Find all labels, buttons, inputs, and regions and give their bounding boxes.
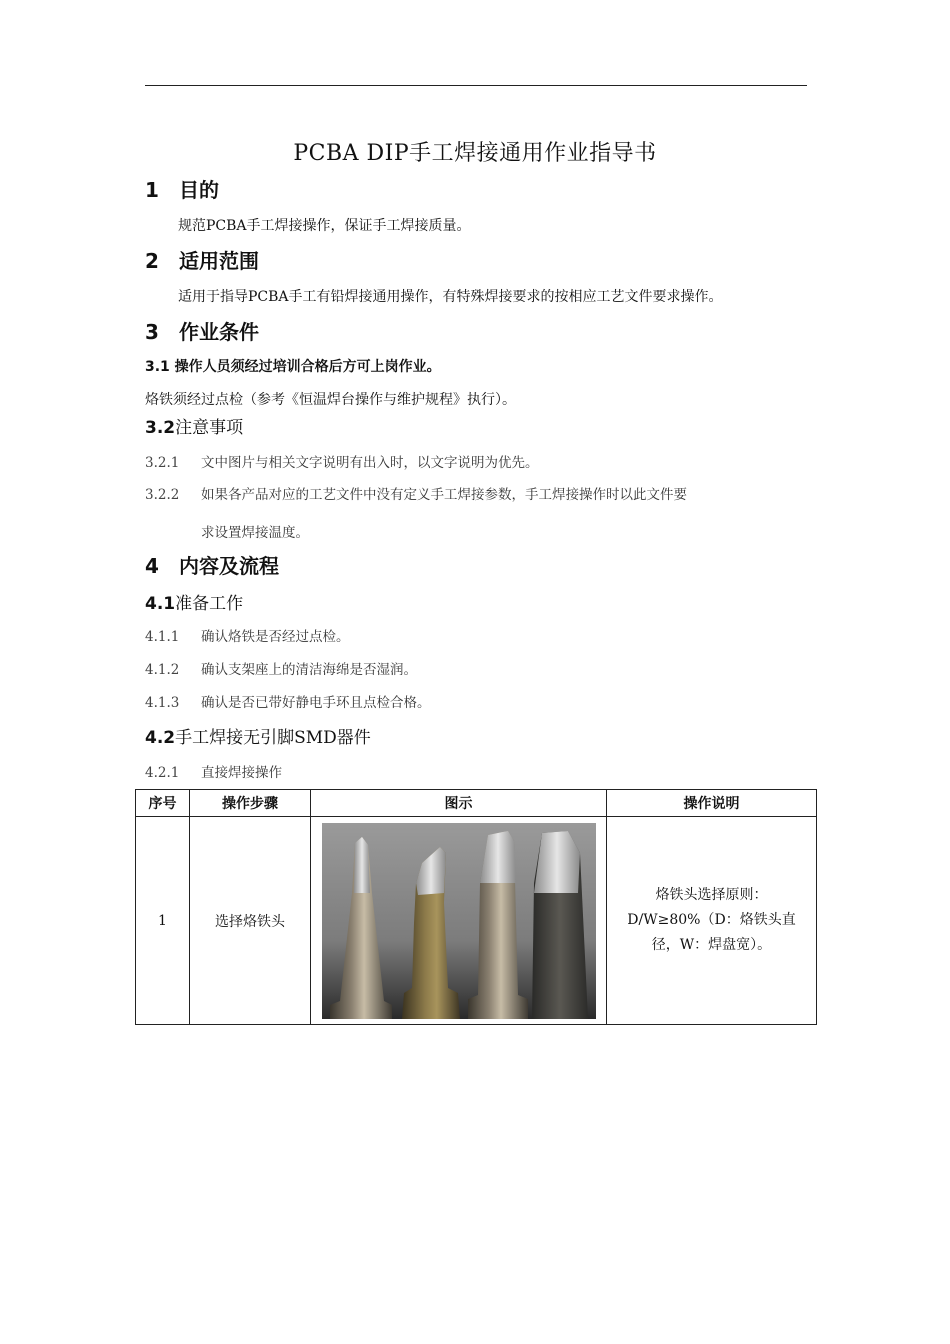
subsection-4-1-number: 4.1: [145, 594, 176, 614]
subsection-3-2: [145, 413, 243, 438]
item-4-1-1-number: 4.1.1: [145, 629, 180, 645]
section-2-body: 适用于指导PCBA手工有铅焊接通用操作，有特殊焊接要求的按相应工艺文件要求操作。: [178, 289, 723, 305]
item-4-1-2-number: 4.1.2: [145, 662, 180, 678]
item-4-1-3: [145, 691, 431, 711]
section-1-body: 规范PCBA手工焊接操作，保证手工焊接质量。: [178, 218, 471, 234]
header-rule: [145, 85, 807, 86]
subsection-4-2: [145, 723, 371, 748]
section-4-number: 4: [145, 554, 159, 578]
item-4-1-1: [145, 625, 350, 645]
row-seq: 1: [136, 817, 190, 1025]
subsection-3-2-number: 3.2: [145, 418, 176, 438]
row-illustration: [311, 817, 607, 1025]
subsection-3-2-title: 注意事项: [175, 418, 244, 438]
section-2-heading: [145, 245, 259, 274]
subsection-4-1: [145, 589, 243, 614]
soldering-iron-tips-photo: [322, 823, 596, 1019]
item-3-2-2-text: 如果各产品对应的工艺文件中没有定义手工焊接参数，手工焊接操作时以此文件要: [201, 487, 687, 503]
subsection-4-2-number: 4.2: [145, 728, 176, 748]
row-description: [607, 817, 817, 1025]
document-title: PCBA DIP手工焊接通用作业指导书: [293, 141, 657, 166]
item-4-1-3-text: 确认是否已带好静电手环且点检合格。: [201, 695, 431, 711]
section-1-title: 目的: [179, 178, 219, 202]
table-header-row: [136, 790, 817, 817]
subsection-4-1-title: 准备工作: [175, 594, 244, 614]
section-4-heading: [145, 550, 279, 579]
description-line-3: 径，W：焊盘宽）。: [651, 937, 772, 953]
section-1-heading: [145, 174, 219, 203]
description-line-2: D/W≥80%（D：烙铁头直: [627, 912, 796, 928]
item-4-1-1-text: 确认烙铁是否经过点检。: [201, 629, 350, 645]
table-row: [136, 817, 817, 1025]
item-4-2-1: [145, 761, 282, 781]
row-step: 选择烙铁头: [190, 817, 311, 1025]
item-4-2-1-number: 4.2.1: [145, 765, 180, 781]
item-3-2-2-continuation: 求设置焊接温度。: [201, 525, 309, 541]
item-3-2-1-text: 文中图片与相关文字说明有出入时，以文字说明为优先。: [201, 455, 539, 471]
section-2-title: 适用范围: [179, 249, 259, 273]
item-4-1-2-text: 确认支架座上的清洁海绵是否湿润。: [201, 662, 417, 678]
operation-table: [135, 789, 817, 1025]
section-4-title: 内容及流程: [179, 554, 279, 578]
item-3-2-2: [145, 483, 687, 503]
header-step: 操作步骤: [190, 790, 311, 817]
header-seq: 序号: [136, 790, 190, 817]
description-line-1: 烙铁头选择原则：: [655, 887, 768, 903]
item-3-2-1: [145, 451, 539, 471]
item-4-2-1-text: 直接焊接操作: [201, 765, 282, 781]
subsection-4-2-title: 手工焊接无引脚SMD器件: [175, 728, 371, 748]
item-3-2-2-number: 3.2.2: [145, 487, 180, 503]
subsection-3-1-body: 烙铁须经过点检（参考《恒温焊台操作与维护规程》执行）。: [145, 392, 516, 408]
section-3-title: 作业条件: [179, 320, 259, 344]
item-3-2-1-number: 3.2.1: [145, 455, 180, 471]
section-3-heading: [145, 316, 259, 345]
item-4-1-2: [145, 658, 417, 678]
item-4-1-3-number: 4.1.3: [145, 695, 180, 711]
header-illustration: 图示: [311, 790, 607, 817]
section-3-number: 3: [145, 320, 159, 344]
section-2-number: 2: [145, 249, 159, 273]
subsection-3-1: 3.1 操作人员须经过培训合格后方可上岗作业。: [145, 359, 441, 375]
header-description: 操作说明: [607, 790, 817, 817]
section-1-number: 1: [145, 178, 159, 202]
